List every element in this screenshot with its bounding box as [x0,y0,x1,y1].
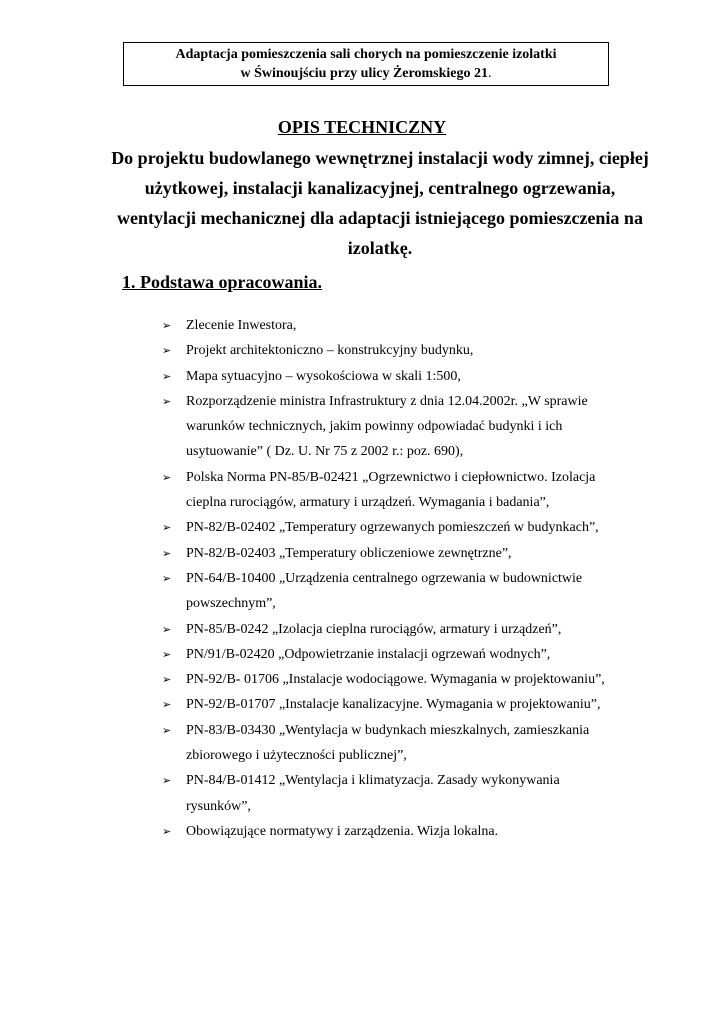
basis-list-item-text: powszechnym”, [186,596,276,612]
basis-list-item-text: Rozporządzenie ministra Infrastruktury z dnia 12.04.2002r. „W sprawie [186,393,588,409]
basis-list-item [162,617,652,642]
project-header-line-2-end: . [487,66,492,81]
basis-list-item [162,313,652,338]
arrow-bullet-icon: ➢ [162,546,172,560]
basis-list-item-text: PN-82/B-02402 „Temperatury ogrzewanych pomieszczeń w budynkach”, [186,520,599,536]
project-header-line-2 [124,64,608,83]
arrow-bullet-icon: ➢ [162,698,172,712]
basis-list-item-text: PN-84/B-01412 „Wentylacja i klimatyzacja. Zasady wykonywania [186,773,560,789]
basis-list-item [162,718,652,769]
basis-list-item-text: PN-82/B-02403 „Temperatury obliczeniowe zewnętrzne”, [186,545,512,561]
subtitle-line: Do projektu budowlanego wewnętrznej instalacji wody zimnej, ciepłej [111,148,649,168]
basis-list-item [162,692,652,717]
arrow-bullet-icon: ➢ [162,622,172,636]
basis-list-item-text: PN-83/B-03430 „Wentylacja w budynkach mieszkalnych, zamieszkania [186,722,590,738]
arrow-bullet-icon: ➢ [162,319,172,332]
arrow-bullet-icon: ➢ [162,344,172,358]
arrow-bullet-icon: ➢ [162,521,172,535]
basis-list-item [162,515,652,540]
arrow-bullet-icon: ➢ [162,369,172,383]
arrow-bullet-icon: ➢ [162,824,172,838]
basis-list [162,313,652,844]
basis-list-item-text: zbiorowego i użyteczności publicznej”, [186,748,407,764]
basis-list-item-text: PN-92/B-01707 „Instalacje kanalizacyjne. Wymagania w projektowaniu”, [186,697,601,713]
basis-list-item-text: PN-64/B-10400 „Urządzenia centralnego ogrzewania w budownictwie [186,570,583,586]
basis-list-item-text: Zlecenie Inwestora, [186,318,297,333]
arrow-bullet-icon: ➢ [162,470,172,484]
basis-list-item-text: PN/91/B-02420 „Odpowietrzanie instalacji ogrzewań wodnych”, [186,646,551,662]
arrow-bullet-icon: ➢ [162,394,172,408]
basis-list-item-text: PN-92/B- 01706 „Instalacje wodociągowe. Wymagania w projektowaniu”, [186,672,605,688]
basis-list-item-text: usytuowanie” ( Dz. U. Nr 75 z 2002 r.: poz. 690), [186,444,464,460]
project-header-line-2-text: w Świnoujściu przy ulicy Żeromskiego 21 [240,66,488,81]
document-title: OPIS TECHNICZNY [277,117,447,137]
project-header-box [123,42,609,86]
basis-list-item-text: rysunków”, [186,798,251,814]
arrow-bullet-icon: ➢ [162,673,172,687]
basis-list-item [162,465,652,516]
basis-list-item-text: Mapa sytuacyjno – wysokościowa w skali 1:500, [186,368,461,384]
subtitle-line: wentylacji mechanicznej dla adaptacji istniejącego pomieszczenia na [117,208,643,228]
basis-list-item [162,642,652,667]
basis-list-item-text: cieplna rurociągów, armatury i urządzeń. Wymagania i badania”, [186,495,550,511]
subtitle-line: izolatkę. [347,238,413,258]
basis-list-item [162,819,652,844]
basis-list-item [162,768,652,819]
document-subtitle [100,143,660,263]
basis-list-item [162,338,652,363]
basis-list-item-text: PN-85/B-0242 „Izolacja cieplna rurociągów, armatury i urządzeń”, [186,621,562,637]
basis-list-item-text: Polska Norma PN-85/B-02421 „Ogrzewnictwo i ciepłownictwo. Izolacja [186,469,596,485]
basis-list-item-text: warunków technicznych, jakim powinny odpowiadać budynki i ich [186,419,563,435]
arrow-bullet-icon: ➢ [162,723,172,737]
basis-list-item [162,566,652,617]
section-heading-basis: 1. Podstawa opracowania. [122,272,323,292]
arrow-bullet-icon: ➢ [162,647,172,661]
arrow-bullet-icon: ➢ [162,571,172,585]
basis-list-item [162,364,652,389]
basis-list-item [162,389,652,465]
basis-list-item-text: Obowiązujące normatywy i zarządzenia. Wizja lokalna. [186,823,499,839]
arrow-bullet-icon: ➢ [162,774,172,788]
subtitle-line: użytkowej, instalacji kanalizacyjnej, centralnego ogrzewania, [144,178,616,198]
basis-list-item-text: Projekt architektoniczno – konstrukcyjny budynku, [186,343,474,359]
project-header-line-1: Adaptacja pomieszczenia sali chorych na pomieszczenie izolatki [175,47,557,62]
basis-list-item [162,667,652,692]
basis-list-item [162,541,652,566]
